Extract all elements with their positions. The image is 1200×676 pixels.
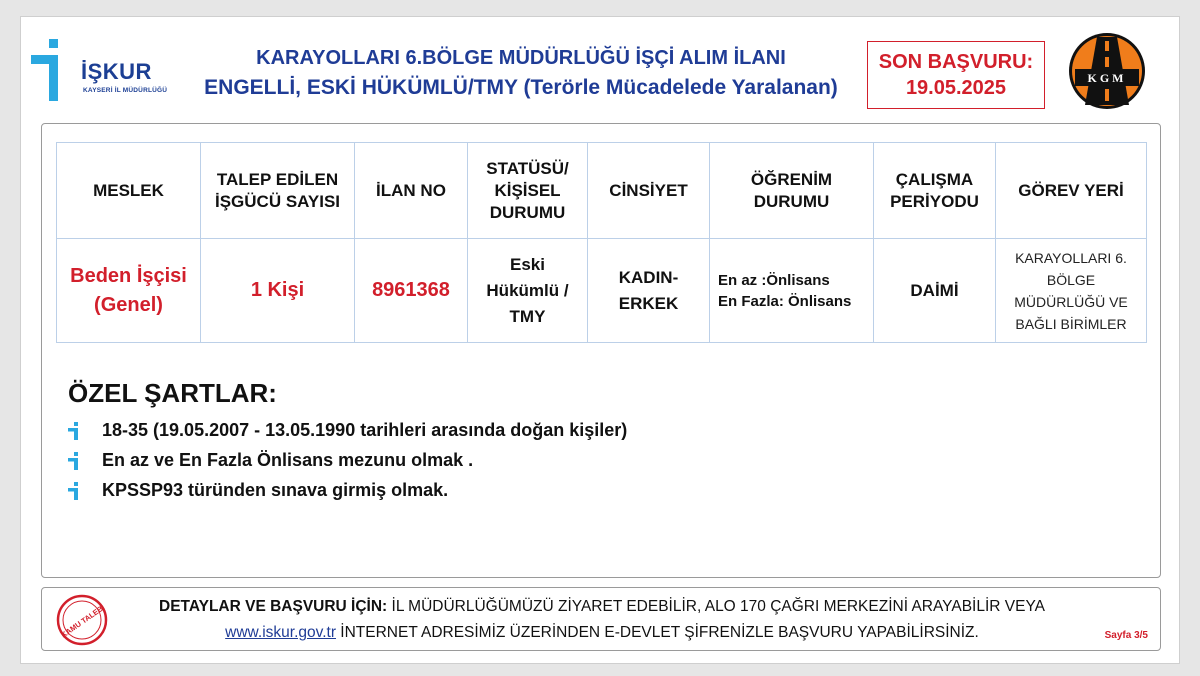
kgm-logo-icon — [1067, 31, 1147, 111]
deadline-box — [867, 41, 1045, 109]
iskur-logo — [29, 35, 189, 105]
deadline-date: 19.05.2025 — [905, 77, 1007, 99]
iskur-logo-icon — [29, 35, 77, 105]
list-item: En az ve En Fazla Önlisans mezunu olmak . — [68, 445, 627, 475]
iskur-brand-text: İŞKUR — [81, 59, 152, 84]
iskur-bullet-icon — [68, 420, 102, 440]
header-status: STATÜSÜ/ KİŞİSEL DURUMU — [468, 143, 588, 239]
job-table — [56, 142, 1147, 343]
footer-line-1-bold: DETAYLAR VE BAŞVURU İÇİN: — [159, 598, 388, 615]
iskur-website-link[interactable]: www.iskur.gov.tr — [225, 624, 336, 641]
cell-status: Eski Hükümlü / TMY — [468, 239, 588, 343]
iskur-bullet-icon — [68, 450, 102, 470]
page-title — [191, 43, 851, 103]
kgm-text: KGM — [1087, 71, 1127, 85]
footer-line-1 — [42, 598, 1162, 616]
page-number: Sayfa 3/5 — [1104, 630, 1148, 641]
header-ad-no: İLAN NO — [355, 143, 468, 239]
cell-occupation: Beden İşçisi (Genel) — [57, 239, 201, 343]
list-item: KPSSP93 türünden sınava girmiş olmak. — [68, 475, 627, 505]
cell-gender: KADIN- ERKEK — [588, 239, 710, 343]
stamp-text: KAMU TALEBİ — [59, 602, 107, 640]
header-work-period: ÇALIŞMA PERİYODU — [874, 143, 996, 239]
footer-line-1-text: İL MÜDÜRLÜĞÜMÜZÜ ZİYARET EDEBİLİR, ALO 170 ÇAĞRI MERKEZİNİ ARAYABİLİR VEYA — [387, 598, 1045, 615]
special-conditions — [68, 378, 627, 505]
special-conditions-list — [68, 415, 627, 505]
kgm-logo — [1067, 31, 1147, 111]
cell-count: 1 Kişi — [201, 239, 355, 343]
title-line-1: KARAYOLLARI 6.BÖLGE MÜDÜRLÜĞÜ İŞÇİ ALIM İLANI — [256, 47, 786, 69]
cell-ad-no: 8961368 — [355, 239, 468, 343]
deadline-label: SON BAŞVURU: — [878, 51, 1034, 73]
header-education: ÖĞRENİM DURUMU — [710, 143, 874, 239]
table-header-row — [57, 143, 1147, 239]
table-row — [57, 239, 1147, 343]
job-details-panel — [41, 123, 1161, 578]
iskur-sub-text: KAYSERİ İL MÜDÜRLÜĞÜ — [83, 87, 168, 94]
list-item: 18-35 (19.05.2007 - 13.05.1990 tarihleri arasında doğan kişiler) — [68, 415, 627, 445]
special-conditions-heading: ÖZEL ŞARTLAR: — [68, 378, 277, 408]
header-requested-count: TALEP EDİLEN İŞGÜCÜ SAYISI — [201, 143, 355, 239]
cell-location: KARAYOLLARI 6. BÖLGE MÜDÜRLÜĞÜ VE BAĞLI BİRİMLER — [996, 239, 1147, 343]
footer-panel — [41, 587, 1161, 651]
footer-line-2 — [42, 624, 1162, 642]
footer-line-2-text: İNTERNET ADRESİMİZ ÜZERİNDEN E-DEVLET ŞİFRENİZLE BAŞVURU YAPABİLİRSİNİZ. — [336, 624, 979, 641]
title-line-2: ENGELLİ, ESKİ HÜKÜMLÜ/TMY (Terörle Mücadelede Yaralanan) — [204, 76, 838, 99]
cell-period: DAİMİ — [874, 239, 996, 343]
announcement-slide — [20, 16, 1180, 664]
header-occupation: MESLEK — [57, 143, 201, 239]
iskur-bullet-icon — [68, 480, 102, 500]
header-gender: CİNSİYET — [588, 143, 710, 239]
cell-education: En az :Önlisans En Fazla: Önlisans — [710, 239, 874, 343]
header-work-location: GÖREV YERİ — [996, 143, 1147, 239]
